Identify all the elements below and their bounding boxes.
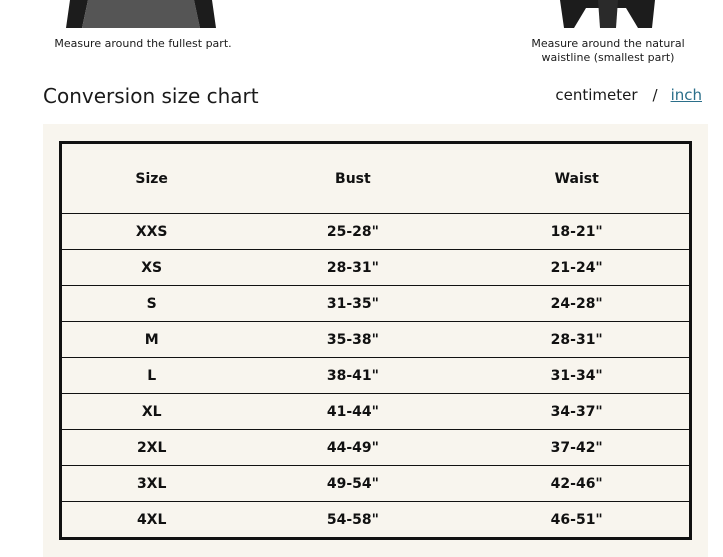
waist-cell: 31-34" bbox=[464, 358, 690, 394]
bust-cell: 38-41" bbox=[241, 358, 464, 394]
size-cell: XS bbox=[61, 250, 242, 286]
size-cell: XL bbox=[61, 394, 242, 430]
bust-cell: 31-35" bbox=[241, 286, 464, 322]
section-title: Conversion size chart bbox=[43, 84, 259, 108]
size-cell: L bbox=[61, 358, 242, 394]
table-row bbox=[61, 502, 691, 539]
table-header-row bbox=[61, 143, 691, 214]
unit-switch bbox=[555, 85, 702, 105]
waist-cell: 34-37" bbox=[464, 394, 690, 430]
waist-cell: 28-31" bbox=[464, 322, 690, 358]
table-row bbox=[61, 394, 691, 430]
waist-caption: Measure around the natural waistline (smallest part) bbox=[531, 37, 685, 64]
size-cell: 4XL bbox=[61, 502, 242, 539]
size-cell: XXS bbox=[61, 214, 242, 250]
table-row bbox=[61, 466, 691, 502]
waist-cell: 24-28" bbox=[464, 286, 690, 322]
size-table bbox=[59, 141, 692, 540]
inch-toggle[interactable]: inch bbox=[670, 86, 702, 104]
bust-cell: 44-49" bbox=[241, 430, 464, 466]
size-cell: M bbox=[61, 322, 242, 358]
bust-cell: 49-54" bbox=[241, 466, 464, 502]
table-row bbox=[61, 214, 691, 250]
waist-cell: 42-46" bbox=[464, 466, 690, 502]
waist-cell: 18-21" bbox=[464, 214, 690, 250]
bust-cell: 28-31" bbox=[241, 250, 464, 286]
bust-measurement-illustration bbox=[64, 0, 218, 28]
table-row bbox=[61, 322, 691, 358]
header-bust: Bust bbox=[335, 170, 371, 187]
table-row bbox=[61, 358, 691, 394]
table-row bbox=[61, 286, 691, 322]
unit-separator: / bbox=[652, 86, 658, 104]
bust-cell: 41-44" bbox=[241, 394, 464, 430]
waist-cell: 37-42" bbox=[464, 430, 690, 466]
bust-cell: 35-38" bbox=[241, 322, 464, 358]
header-waist: Waist bbox=[554, 170, 599, 187]
size-cell: 3XL bbox=[61, 466, 242, 502]
waist-cell: 46-51" bbox=[464, 502, 690, 539]
header-size: Size bbox=[135, 170, 168, 187]
bust-cell: 25-28" bbox=[241, 214, 464, 250]
table-row bbox=[61, 430, 691, 466]
bust-cell: 54-58" bbox=[241, 502, 464, 539]
size-cell: S bbox=[61, 286, 242, 322]
bust-caption: Measure around the fullest part. bbox=[54, 37, 232, 50]
waist-cell: 21-24" bbox=[464, 250, 690, 286]
table-row bbox=[61, 250, 691, 286]
waist-measurement-illustration bbox=[560, 0, 655, 28]
centimeter-toggle[interactable]: centimeter bbox=[555, 86, 638, 104]
size-cell: 2XL bbox=[61, 430, 242, 466]
